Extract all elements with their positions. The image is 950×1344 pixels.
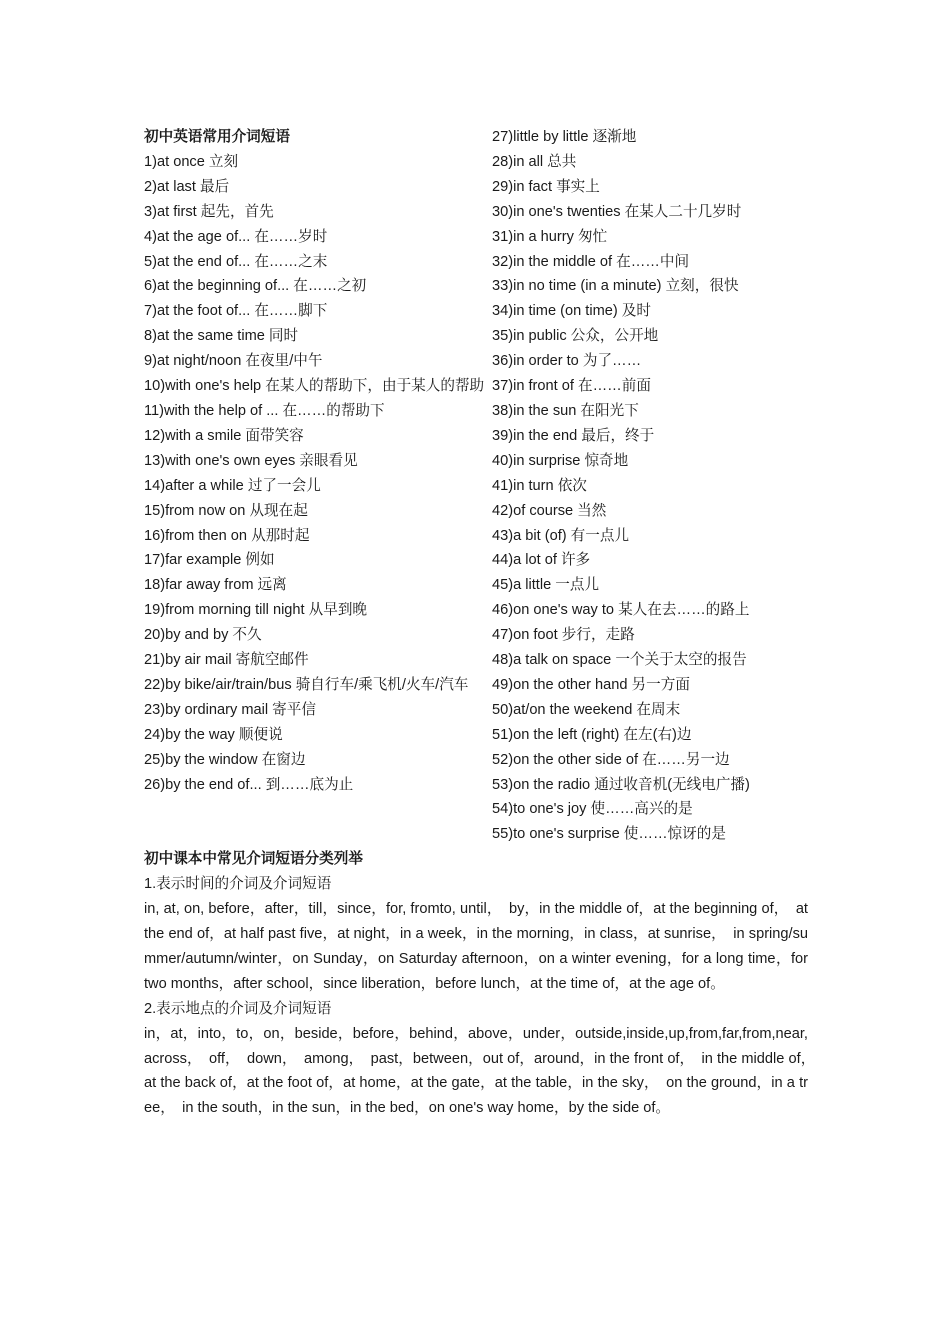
phrase-item: 34)in time (on time) 及时 <box>492 303 651 320</box>
phrase-item: 7)at the foot of... 在……脚下 <box>144 303 328 320</box>
phrase-item: 25)by the window 在窗边 <box>144 751 306 768</box>
page-title: 初中英语常用介词短语 <box>144 129 290 145</box>
phrase-item: 12)with a smile 面带笑容 <box>144 427 304 444</box>
phrase-item: 23)by ordinary mail 寄平信 <box>144 701 316 718</box>
subsection-time-title: 1.表示时间的介词及介词短语 <box>144 876 332 893</box>
phrase-item: 39)in the end 最后，终于 <box>492 427 655 444</box>
phrase-item: 11)with the help of ... 在……的帮助下 <box>144 402 385 419</box>
phrase-item: 33)in no time (in a minute) 立刻，很快 <box>492 278 739 295</box>
phrase-item: 26)by the end of... 到……底为止 <box>144 776 354 793</box>
phrase-item: 16)from then on 从那时起 <box>144 527 310 544</box>
phrase-item: 6)at the beginning of... 在……之初 <box>144 278 367 295</box>
phrase-item: 4)at the age of... 在……岁时 <box>144 228 328 245</box>
phrase-item: 44)a lot of 许多 <box>492 552 591 569</box>
phrase-item: 19)from morning till night 从早到晚 <box>144 602 368 619</box>
phrase-item: 13)with one's own eyes 亲眼看见 <box>144 452 358 469</box>
phrase-item: 24)by the way 顺便说 <box>144 726 283 743</box>
phrase-item: 17)far example 例如 <box>144 552 275 569</box>
phrase-item: 49)on the other hand 另一方面 <box>492 676 690 693</box>
phrase-item: 31)in a hurry 匆忙 <box>492 228 608 245</box>
phrase-item: 3)at first 起先，首先 <box>144 203 274 220</box>
phrase-item: 1)at once 立刻 <box>144 153 239 170</box>
phrase-item: 18)far away from 远离 <box>144 577 287 594</box>
phrase-item: 22)by bike/air/train/bus 骑自行车/乘飞机/火车/汽车 <box>144 676 469 693</box>
phrase-item: 32)in the middle of 在……中间 <box>492 253 690 270</box>
phrase-item: 30)in one's twenties 在某人二十几岁时 <box>492 203 742 220</box>
phrase-item: 38)in the sun 在阳光下 <box>492 402 639 419</box>
left-column <box>144 125 492 847</box>
phrase-item: 40)in surprise 惊奇地 <box>492 452 629 469</box>
phrase-item: 43)a bit (of) 有一点儿 <box>492 527 630 544</box>
phrase-item: 21)by air mail 寄航空邮件 <box>144 652 309 669</box>
place-prepositions-paragraph: in，at，into，to，on，beside，before，behind，above，under，outside,inside,up,from,far,from,near,across， off， down， among， past，between，out of，around，in the front of， in the middle of， at the back of，at the foot of，at home，at the gate，at the table，in the sky， on the ground，in a tree， in the south，in the sun，in the bed，on one's way home，by the side of。 <box>144 1025 823 1117</box>
phrase-item: 41)in turn 依次 <box>492 477 587 494</box>
document-page <box>144 125 823 1121</box>
phrase-item: 2)at last 最后 <box>144 178 230 195</box>
phrase-item: 48)a talk on space 一个关于太空的报告 <box>492 652 747 669</box>
phrase-item: 55)to one's surprise 使……惊讶的是 <box>492 826 726 843</box>
phrase-item: 50)at/on the weekend 在周末 <box>492 701 681 718</box>
phrase-item: 5)at the end of... 在……之末 <box>144 253 328 270</box>
phrase-item: 53)on the radio 通过收音机(无线电广播) <box>492 776 750 793</box>
phrase-item: 28)in all 总共 <box>492 153 577 170</box>
phrase-item: 54)to one's joy 使……高兴的是 <box>492 801 693 818</box>
phrase-item: 52)on the other side of 在……另一边 <box>492 751 730 768</box>
phrase-item: 8)at the same time 同时 <box>144 328 299 345</box>
phrase-item: 27)little by little 逐渐地 <box>492 129 637 145</box>
time-prepositions-paragraph: in, at, on, before，after，till，since，for, fromto, until， by，in the middle of，at the beginning of， at the end of，at half past five，at night，in a week，in the morning，in class，at sunrise， in spring/summer/autumn/winter，on Sunday，on Saturday afternoon，on a winter evening，for a long time，for two months，after school，since liberation，before lunch，at the time of，at the age of。 <box>144 901 808 992</box>
phrase-item: 14)after a while 过了一会儿 <box>144 477 321 494</box>
two-column-list <box>144 125 808 847</box>
phrase-item: 35)in public 公众，公开地 <box>492 328 659 345</box>
phrase-item: 51)on the left (right) 在左(右)边 <box>492 726 692 743</box>
phrase-item: 20)by and by 不久 <box>144 627 262 644</box>
subsection-place-title: 2.表示地点的介词及介词短语 <box>144 1000 332 1017</box>
phrase-item: 15)from now on 从现在起 <box>144 502 308 519</box>
phrase-item: 9)at night/noon 在夜里/中午 <box>144 353 323 370</box>
phrase-item: 37)in front of 在……前面 <box>492 378 651 395</box>
right-column <box>492 125 808 847</box>
phrase-item: 10)with one's help 在某人的帮助下，由于某人的帮助 <box>144 378 485 395</box>
phrase-item: 46)on one's way to 某人在去……的路上 <box>492 602 750 619</box>
phrase-item: 45)a little 一点儿 <box>492 577 600 594</box>
phrase-item: 29)in fact 事实上 <box>492 178 600 195</box>
phrase-item: 42)of course 当然 <box>492 502 607 519</box>
phrase-item: 36)in order to 为了…… <box>492 353 642 370</box>
section-title: 初中课本中常见介词短语分类列举 <box>144 851 363 868</box>
phrase-item: 47)on foot 步行，走路 <box>492 627 635 644</box>
